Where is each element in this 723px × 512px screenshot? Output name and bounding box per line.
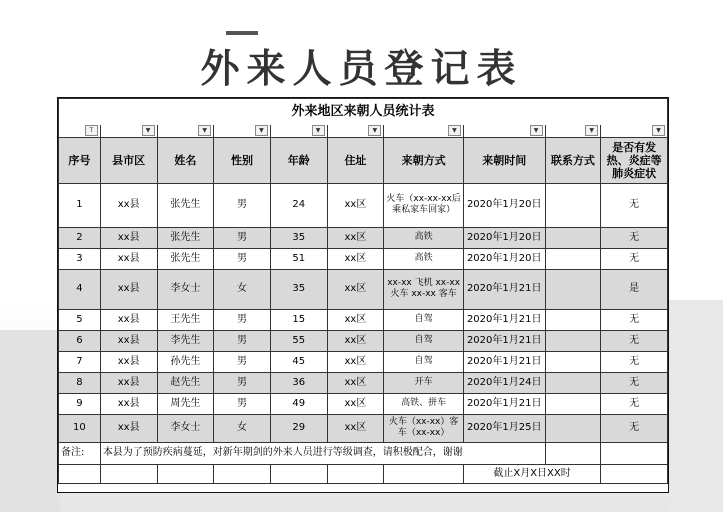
table-cell: 2020年1月24日 xyxy=(463,372,545,393)
filter-dropdown-icon[interactable]: ▼ xyxy=(530,125,543,136)
filter-dropdown-icon[interactable]: T xyxy=(85,125,98,136)
column-header: 是否有发热、炎症等肺炎症状 xyxy=(601,137,668,183)
footer-cell xyxy=(100,464,157,483)
table-cell: 男 xyxy=(214,372,271,393)
table-cell: xx县 xyxy=(100,372,157,393)
column-header: 性别 xyxy=(214,137,271,183)
table-row xyxy=(59,372,668,393)
table-cell: 男 xyxy=(214,351,271,372)
table-cell xyxy=(545,372,601,393)
table-cell: 2 xyxy=(59,227,101,248)
table-cell: 李先生 xyxy=(157,330,214,351)
table-cell: 35 xyxy=(270,227,327,248)
table-cell xyxy=(545,269,601,309)
table-cell: xx区 xyxy=(327,351,384,372)
table-cell: 无 xyxy=(601,330,668,351)
table-cell: 张先生 xyxy=(157,248,214,269)
column-header: 来朝方式 xyxy=(384,137,464,183)
table-cell: xx县 xyxy=(100,414,157,442)
table-cell: 是 xyxy=(601,269,668,309)
table-cell: 49 xyxy=(270,393,327,414)
table-cell: 孙先生 xyxy=(157,351,214,372)
sheet-title: 外来地区来朝人员统计表 xyxy=(59,99,668,125)
background-shape xyxy=(0,330,60,512)
filter-dropdown-icon[interactable]: ▼ xyxy=(652,125,665,136)
footer-cell xyxy=(384,464,464,483)
table-cell: 无 xyxy=(601,183,668,227)
table-cell: 9 xyxy=(59,393,101,414)
table-cell: 2020年1月21日 xyxy=(463,309,545,330)
page-title: 外来人员登记表 xyxy=(200,47,523,92)
table-cell: 男 xyxy=(214,393,271,414)
table-cell: xx县 xyxy=(100,248,157,269)
table-cell: xx区 xyxy=(327,269,384,309)
table-cell: 2020年1月21日 xyxy=(463,269,545,309)
table-cell: 男 xyxy=(214,248,271,269)
note-cell xyxy=(601,442,668,464)
table-cell: 5 xyxy=(59,309,101,330)
footer-cell xyxy=(270,464,327,483)
filter-cell xyxy=(270,125,327,138)
table-cell: 高铁、拼车 xyxy=(384,393,464,414)
filter-cell xyxy=(214,125,271,138)
filter-dropdown-icon[interactable]: ▼ xyxy=(368,125,381,136)
filter-dropdown-icon[interactable]: ▼ xyxy=(142,125,155,136)
table-cell: 无 xyxy=(601,351,668,372)
table-cell: xx县 xyxy=(100,351,157,372)
table-cell: 2020年1月20日 xyxy=(463,227,545,248)
column-header: 县市区 xyxy=(100,137,157,183)
table-row xyxy=(59,309,668,330)
table-cell: 10 xyxy=(59,414,101,442)
table-cell: 女 xyxy=(214,269,271,309)
table-cell: 李女士 xyxy=(157,414,214,442)
table-cell: 男 xyxy=(214,227,271,248)
footer-cell xyxy=(601,464,668,483)
note-cell xyxy=(545,442,601,464)
table-cell: 李女士 xyxy=(157,269,214,309)
filter-cell xyxy=(59,125,101,138)
table-cell: 自驾 xyxy=(384,351,464,372)
filter-cell xyxy=(100,125,157,138)
table-cell: 2020年1月21日 xyxy=(463,393,545,414)
deadline-text: 截止X月X日XX时 xyxy=(463,464,600,483)
filter-dropdown-icon[interactable]: ▼ xyxy=(312,125,325,136)
filter-cell xyxy=(545,125,601,138)
footer-cell xyxy=(327,464,384,483)
table-cell: xx区 xyxy=(327,183,384,227)
table-cell: 55 xyxy=(270,330,327,351)
table-cell: 女 xyxy=(214,414,271,442)
table-row xyxy=(59,227,668,248)
table-cell: 男 xyxy=(214,183,271,227)
table-cell: 高铁 xyxy=(384,248,464,269)
table-cell: 无 xyxy=(601,248,668,269)
table-cell xyxy=(545,183,601,227)
table-cell: xx县 xyxy=(100,393,157,414)
table-row xyxy=(59,414,668,442)
table-cell: 2020年1月21日 xyxy=(463,330,545,351)
table-cell: 6 xyxy=(59,330,101,351)
table-cell: 7 xyxy=(59,351,101,372)
column-header: 序号 xyxy=(59,137,101,183)
table-cell xyxy=(545,414,601,442)
table-cell: 24 xyxy=(270,183,327,227)
table-cell: 火车（xx-xx-xx后乘私家车回家） xyxy=(384,183,464,227)
column-header: 姓名 xyxy=(157,137,214,183)
filter-cell xyxy=(157,125,214,138)
spreadsheet xyxy=(57,97,669,493)
column-header: 来朝时间 xyxy=(463,137,545,183)
table-cell xyxy=(545,330,601,351)
table-cell: 35 xyxy=(270,269,327,309)
table-cell: xx-xx 飞机 xx-xx 火车 xx-xx 客车 xyxy=(384,269,464,309)
table-cell: xx区 xyxy=(327,372,384,393)
filter-cell xyxy=(463,125,545,138)
table-row xyxy=(59,248,668,269)
footer-cell xyxy=(214,464,271,483)
table-cell: xx区 xyxy=(327,414,384,442)
table-cell: 无 xyxy=(601,414,668,442)
filter-dropdown-icon[interactable]: ▼ xyxy=(255,125,268,136)
table-cell: 无 xyxy=(601,309,668,330)
column-header: 年龄 xyxy=(270,137,327,183)
table-row xyxy=(59,269,668,309)
table-cell xyxy=(545,351,601,372)
table-cell: 自驾 xyxy=(384,309,464,330)
filter-dropdown-icon[interactable]: ▼ xyxy=(198,125,211,136)
table-cell: 男 xyxy=(214,309,271,330)
table-cell: 火车（xx-xx）客车（xx-xx） xyxy=(384,414,464,442)
column-header: 住址 xyxy=(327,137,384,183)
table-cell xyxy=(545,248,601,269)
table-cell: 无 xyxy=(601,393,668,414)
note-text: 本县为了预防疾病蔓延，对新年期剑的外来人员进行等级调查，请积极配合，谢谢 xyxy=(100,442,545,464)
table-cell xyxy=(545,309,601,330)
table-cell: 2020年1月20日 xyxy=(463,248,545,269)
table-cell: 2020年1月21日 xyxy=(463,351,545,372)
table-cell: 无 xyxy=(601,372,668,393)
filter-dropdown-icon[interactable]: ▼ xyxy=(448,125,461,136)
table-cell: xx县 xyxy=(100,269,157,309)
table-cell: 29 xyxy=(270,414,327,442)
table-cell: xx区 xyxy=(327,227,384,248)
table-cell: 开车 xyxy=(384,372,464,393)
table-cell: 51 xyxy=(270,248,327,269)
table-cell: 4 xyxy=(59,269,101,309)
table-row xyxy=(59,330,668,351)
table-cell: xx县 xyxy=(100,183,157,227)
table-cell: 45 xyxy=(270,351,327,372)
table-cell: 36 xyxy=(270,372,327,393)
table-cell: 王先生 xyxy=(157,309,214,330)
table-cell: xx区 xyxy=(327,309,384,330)
table-cell: 2020年1月20日 xyxy=(463,183,545,227)
table-cell: 男 xyxy=(214,330,271,351)
table-cell: 无 xyxy=(601,227,668,248)
table-cell: 赵先生 xyxy=(157,372,214,393)
table-cell: 高铁 xyxy=(384,227,464,248)
table-cell xyxy=(545,393,601,414)
table-cell: xx区 xyxy=(327,248,384,269)
filter-dropdown-icon[interactable]: ▼ xyxy=(585,125,598,136)
table-row xyxy=(59,183,668,227)
table-cell: 2020年1月25日 xyxy=(463,414,545,442)
filter-cell xyxy=(327,125,384,138)
table-cell: 自驾 xyxy=(384,330,464,351)
footer-cell xyxy=(59,464,101,483)
table-cell: 15 xyxy=(270,309,327,330)
footer-cell xyxy=(157,464,214,483)
table-cell: 张先生 xyxy=(157,227,214,248)
filter-cell xyxy=(601,125,668,138)
table-cell: xx区 xyxy=(327,330,384,351)
table-cell: 周先生 xyxy=(157,393,214,414)
table-cell: xx区 xyxy=(327,393,384,414)
column-header: 联系方式 xyxy=(545,137,601,183)
table-cell: xx县 xyxy=(100,227,157,248)
registration-table xyxy=(58,98,668,484)
note-label: 备注: xyxy=(59,442,101,464)
table-cell: 1 xyxy=(59,183,101,227)
table-cell: xx县 xyxy=(100,330,157,351)
table-cell xyxy=(545,227,601,248)
table-row xyxy=(59,393,668,414)
table-cell: 张先生 xyxy=(157,183,214,227)
filter-cell xyxy=(384,125,464,138)
table-cell: xx县 xyxy=(100,309,157,330)
title-accent-bar xyxy=(226,31,258,35)
table-row xyxy=(59,351,668,372)
background-shape xyxy=(668,300,723,512)
table-cell: 8 xyxy=(59,372,101,393)
table-cell: 3 xyxy=(59,248,101,269)
